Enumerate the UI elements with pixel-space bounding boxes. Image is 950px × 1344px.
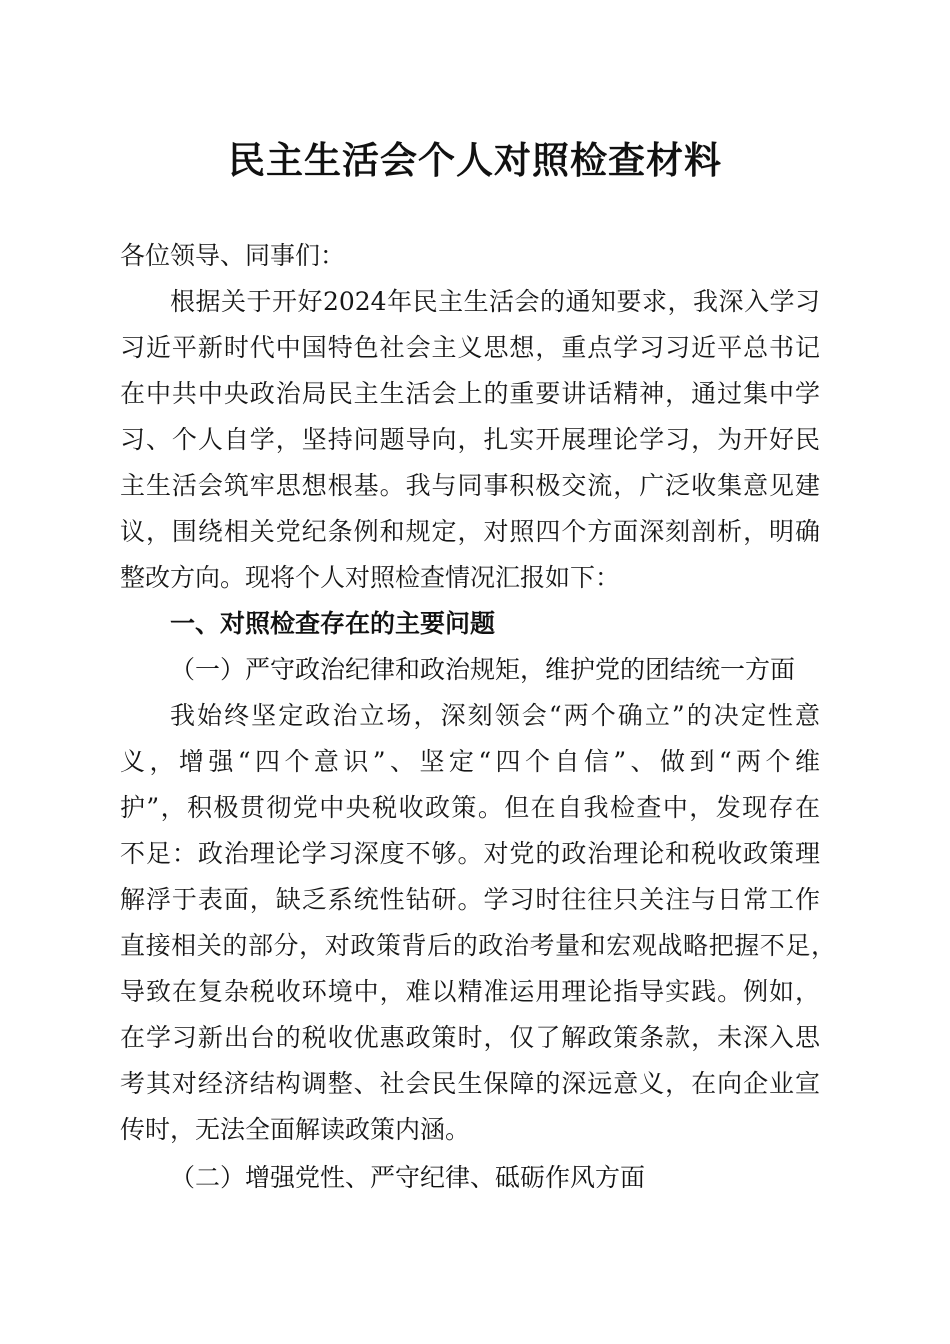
intro-line: 议，围绕相关党纪条例和规定，对照四个方面深刻剖析，明确 — [120, 517, 820, 546]
body-line: 直接相关的部分，对政策背后的政治考量和宏观战略把握不足， — [120, 931, 836, 960]
intro-line: 主生活会筑牢思想根基。我与同事积极交流，广泛收集意见建 — [120, 471, 820, 500]
intro-line: 习、个人自学，坚持问题导向，扎实开展理论学习，为开好民 — [120, 425, 820, 454]
body-line: 不足：政治理论学习深度不够。对党的政治理论和税收政策理 — [120, 839, 820, 868]
document-title: 民主生活会个人对照检查材料 — [228, 138, 722, 182]
body-line: 在学习新出台的税收优惠政策时，仅了解政策条款，未深入思 — [120, 1023, 820, 1052]
body-line: 导致在复杂税收环境中，难以精准运用理论指导实践。例如， — [120, 977, 820, 1006]
intro-line: 习近平新时代中国特色社会主义思想，重点学习习近平总书记 — [120, 333, 820, 362]
intro-line: 根据关于开好2024年民主生活会的通知要求，我深入学习 — [170, 287, 820, 316]
body-line: 义，增强“四个意识”、坚定“四个自信”、做到“两个维 — [120, 747, 820, 776]
subsection-heading: （二）增强党性、严守纪律、砥砺作风方面 — [170, 1163, 646, 1192]
body-line: 护”，积极贯彻党中央税收政策。但在自我检查中，发现存在 — [120, 793, 820, 822]
intro-line: 在中共中央政治局民主生活会上的重要讲话精神，通过集中学 — [120, 379, 820, 408]
body-line: 传时，无法全面解读政策内涵。 — [120, 1115, 471, 1144]
intro-line: 整改方向。现将个人对照检查情况汇报如下： — [120, 563, 621, 592]
body-line: 考其对经济结构调整、社会民生保障的深远意义，在向企业宣 — [120, 1069, 820, 1098]
salutation: 各位领导、同事们： — [120, 241, 346, 270]
section-heading: 一、对照检查存在的主要问题 — [170, 609, 496, 638]
body-line: 我始终坚定政治立场，深刻领会“两个确立”的决定性意 — [170, 701, 820, 730]
subsection-heading: （一）严守政治纪律和政治规矩，维护党的团结统一方面 — [170, 655, 796, 684]
body-line: 解浮于表面，缺乏系统性钻研。学习时往往只关注与日常工作 — [120, 885, 820, 914]
